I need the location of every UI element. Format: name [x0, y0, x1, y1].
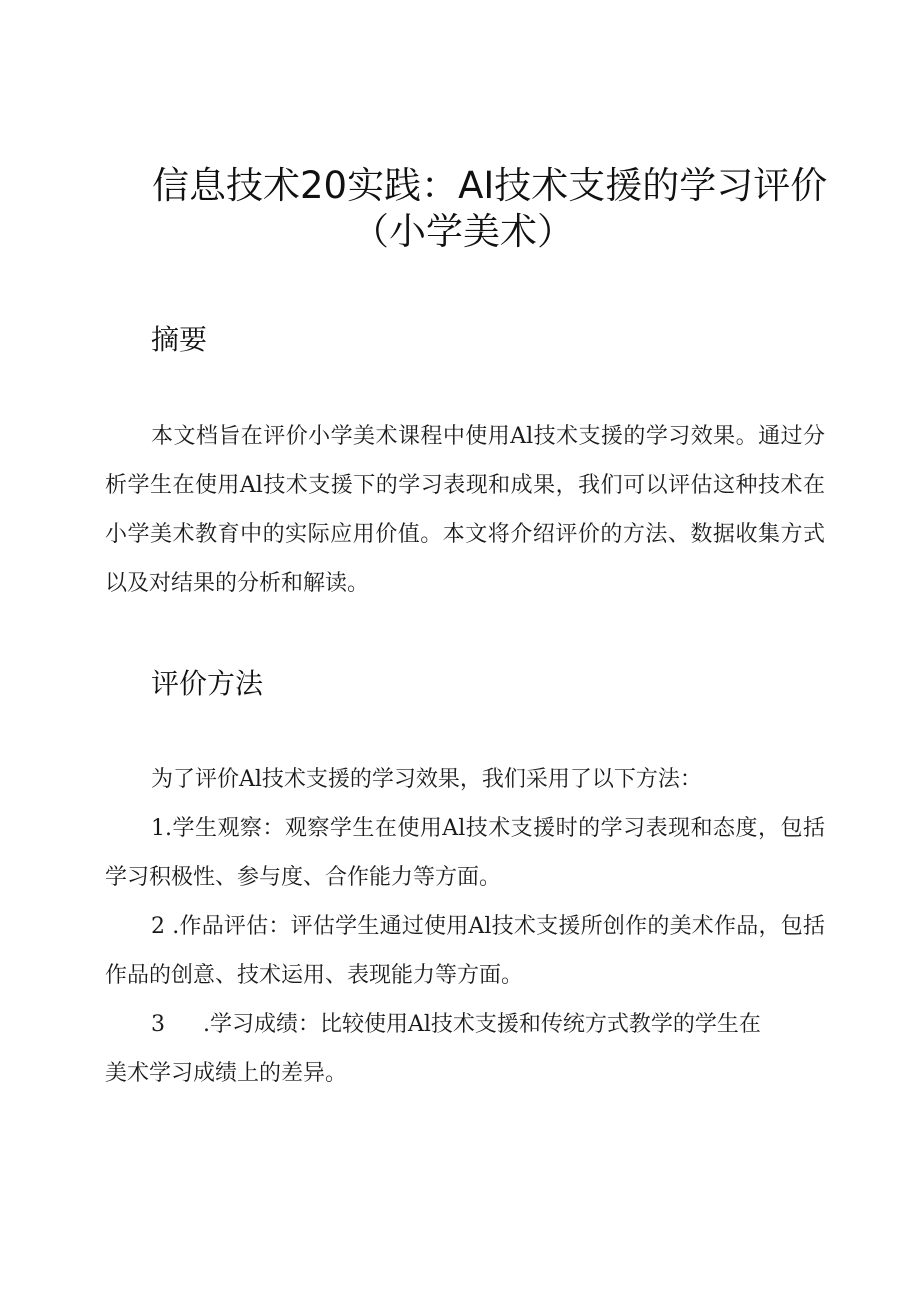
method-item-3	[105, 1000, 825, 1098]
document-title-line1: 信息技术20实践：AI技术支援的学习评价	[152, 164, 828, 207]
abstract-section	[105, 412, 825, 608]
method-item-3-line1	[105, 1000, 825, 1049]
method-intro: 为了评价Al技术支援的学习效果，我们采用了以下方法：	[151, 767, 702, 792]
abstract-heading: 摘要	[151, 323, 208, 356]
method-item-1: 1.学生观察：观察学生在使用Al技术支援时的学习表现和态度，包括学习积极性、参与度、合作能力等方面。	[105, 816, 825, 890]
abstract-paragraph: 本文档旨在评价小学美术课程中使用Al技术支援的学习效果。通过分析学生在使用Al技术支援下的学习表现和成果，我们可以评估这种技术在小学美术教育中的实际应用价值。本文将介绍评价的方法、数据收集方式以及对结果的分析和解读。	[105, 424, 825, 596]
document-title-line2: （小学美术）	[352, 210, 574, 253]
method-heading: 评价方法	[151, 667, 264, 700]
method-item-3-number: 3	[151, 1012, 165, 1037]
method-item-3-line2: 美术学习成绩上的差异。	[105, 1061, 348, 1086]
method-item-2: 2 .作品评估：评估学生通过使用Al技术支援所创作的美术作品，包括作品的创意、技术运用、表现能力等方面。	[105, 914, 825, 988]
method-section	[105, 755, 825, 1000]
method-item-3-text: .学习成绩：比较使用Al技术支援和传统方式教学的学生在	[203, 1012, 761, 1037]
